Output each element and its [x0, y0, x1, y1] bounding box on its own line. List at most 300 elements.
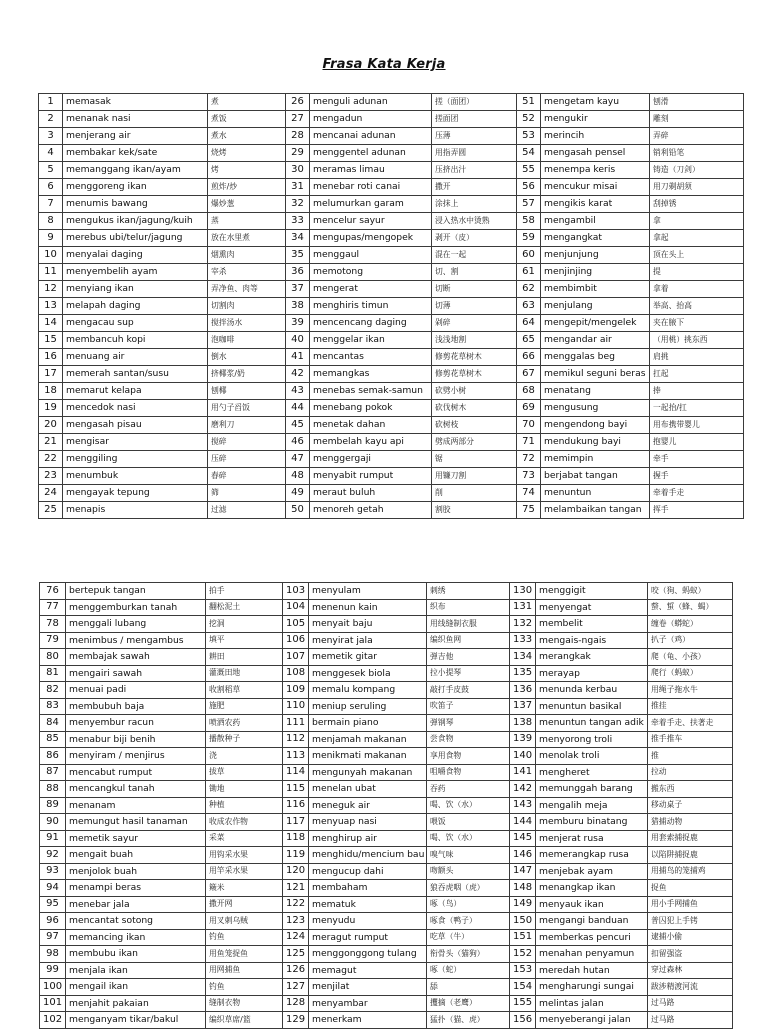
phrase-chinese: 移动桌子 [648, 797, 733, 814]
phrase-chinese: 爬行（蚂蚁） [648, 665, 733, 682]
phrase-chinese: 推手推车 [648, 731, 733, 748]
phrase-chinese: 喂饭 [427, 814, 510, 831]
phrase-chinese: 修剪花草树木 [432, 366, 517, 383]
phrase-chinese: 烧烤 [208, 145, 286, 162]
phrase-malay: menumbuk [63, 468, 208, 485]
phrase-chinese: 提 [650, 264, 744, 281]
phrase-malay: menggiling [63, 451, 208, 468]
phrase-malay: memanggang ikan/ayam [63, 162, 208, 179]
entry-number: 3 [39, 128, 63, 145]
phrase-malay: menuang air [63, 349, 208, 366]
phrase-malay: menanak nasi [63, 111, 208, 128]
entry-number: 32 [286, 196, 310, 213]
phrase-chinese: 钓鱼 [206, 979, 283, 996]
phrase-malay: menuai padi [66, 682, 206, 699]
phrase-malay: menebar jala [66, 896, 206, 913]
entry-number: 90 [40, 814, 66, 831]
entry-number: 122 [283, 896, 309, 913]
entry-number: 91 [40, 830, 66, 847]
phrase-malay: mengukir [541, 111, 650, 128]
entry-number: 89 [40, 797, 66, 814]
table-row [40, 715, 733, 732]
phrase-chinese: 雕刻 [650, 111, 744, 128]
entry-number: 109 [283, 682, 309, 699]
phrase-chinese: （用桃）挑东西 [650, 332, 744, 349]
phrase-malay: menampi beras [66, 880, 206, 897]
entry-number: 99 [40, 962, 66, 979]
entry-number: 35 [286, 247, 310, 264]
phrase-chinese: 挖洞 [206, 616, 283, 633]
table-row [40, 929, 733, 946]
phrase-malay: menjamah makanan [309, 731, 427, 748]
phrase-malay: menjala ikan [66, 962, 206, 979]
entry-number: 39 [286, 315, 310, 332]
phrase-malay: bermain piano [309, 715, 427, 732]
phrase-malay: memikul seguni beras [541, 366, 650, 383]
entry-number: 146 [510, 847, 536, 864]
phrase-chinese: 砍劈小树 [432, 383, 517, 400]
phrase-malay: menghiris timun [310, 298, 432, 315]
entry-number: 87 [40, 764, 66, 781]
phrase-malay: meneguk air [309, 797, 427, 814]
entry-number: 155 [510, 995, 536, 1012]
phrase-malay: mengayak tepung [63, 485, 208, 502]
phrase-malay: mengandar air [541, 332, 650, 349]
phrase-chinese: 浸入热水中烫熟 [432, 213, 517, 230]
entry-number: 5 [39, 162, 63, 179]
phrase-malay: menjerang air [63, 128, 208, 145]
entry-number: 49 [286, 485, 310, 502]
phrase-chinese: 翻松泥土 [206, 599, 283, 616]
phrase-malay: menjunjung [541, 247, 650, 264]
phrase-malay: menyabit rumput [310, 468, 432, 485]
phrase-chinese: 扛起 [650, 366, 744, 383]
phrase-malay: mengangi banduan [536, 913, 648, 930]
entry-number: 156 [510, 1012, 536, 1029]
entry-number: 133 [510, 632, 536, 649]
phrase-malay: memarut kelapa [63, 383, 208, 400]
phrase-malay: membancuh kopi [63, 332, 208, 349]
phrase-malay: mengasah pensel [541, 145, 650, 162]
entry-number: 66 [517, 349, 541, 366]
verb-phrase-table-top [38, 93, 744, 519]
phrase-malay: membimbit [541, 281, 650, 298]
table-row [39, 145, 744, 162]
phrase-chinese: 过马路 [648, 1012, 733, 1029]
entry-number: 77 [40, 599, 66, 616]
phrase-chinese: 施肥 [206, 698, 283, 715]
table-row [40, 764, 733, 781]
phrase-malay: mengetam kayu [541, 94, 650, 111]
phrase-chinese: 涂抹上 [432, 196, 517, 213]
entry-number: 15 [39, 332, 63, 349]
phrase-chinese: 啄（鸟） [427, 896, 510, 913]
entry-number: 118 [283, 830, 309, 847]
phrase-malay: menuntun basikal [536, 698, 648, 715]
entry-number: 46 [286, 434, 310, 451]
entry-number: 144 [510, 814, 536, 831]
phrase-malay: mencelur sayur [310, 213, 432, 230]
phrase-malay: menyauk ikan [536, 896, 648, 913]
phrase-malay: membubuh baja [66, 698, 206, 715]
table-row [39, 111, 744, 128]
phrase-chinese: 拿 [650, 213, 744, 230]
phrase-chinese: 喝、饮（水） [427, 830, 510, 847]
phrase-malay: menghirup air [309, 830, 427, 847]
phrase-malay: menggergaji [310, 451, 432, 468]
phrase-malay: menggonggong tulang [309, 946, 427, 963]
phrase-chinese: 用鱼笼捉鱼 [206, 946, 283, 963]
phrase-chinese: 跋涉精渡河流 [648, 979, 733, 996]
phrase-chinese: 用指弄圆 [432, 145, 517, 162]
phrase-malay: mengharungi sungai [536, 979, 648, 996]
entry-number: 48 [286, 468, 310, 485]
table-row [40, 781, 733, 798]
entry-number: 34 [286, 230, 310, 247]
phrase-chinese: 以陷阱捕捉鹿 [648, 847, 733, 864]
entry-number: 33 [286, 213, 310, 230]
phrase-chinese: 爆炒葱 [208, 196, 286, 213]
entry-number: 37 [286, 281, 310, 298]
phrase-chinese: 逮捕小偷 [648, 929, 733, 946]
entry-number: 47 [286, 451, 310, 468]
phrase-chinese: 削 [432, 485, 517, 502]
phrase-chinese: 搅拌汤水 [208, 315, 286, 332]
phrase-malay: menenun kain [309, 599, 427, 616]
entry-number: 140 [510, 748, 536, 765]
phrase-chinese: 用竿采水果 [206, 863, 283, 880]
phrase-malay: mengambil [541, 213, 650, 230]
entry-number: 134 [510, 649, 536, 666]
phrase-malay: menjahit pakaian [66, 995, 206, 1012]
entry-number: 98 [40, 946, 66, 963]
table-row [40, 979, 733, 996]
phrase-chinese: 弄净鱼、肉等 [208, 281, 286, 298]
entry-number: 148 [510, 880, 536, 897]
phrase-malay: mengairi sawah [66, 665, 206, 682]
phrase-chinese: 用布携带婴儿 [650, 417, 744, 434]
phrase-chinese: 播散种子 [206, 731, 283, 748]
phrase-malay: membubu ikan [66, 946, 206, 963]
phrase-chinese: 握手 [650, 468, 744, 485]
phrase-chinese: 喷洒农药 [206, 715, 283, 732]
phrase-malay: memangkas [310, 366, 432, 383]
phrase-chinese: 钓鱼 [206, 929, 283, 946]
phrase-chinese: 推挂 [648, 698, 733, 715]
phrase-malay: menumis bawang [63, 196, 208, 213]
table-row [40, 731, 733, 748]
entry-number: 12 [39, 281, 63, 298]
entry-number: 103 [283, 583, 309, 600]
entry-number: 101 [40, 995, 66, 1012]
phrase-malay: menyiram / menjirus [66, 748, 206, 765]
phrase-malay: mengail ikan [66, 979, 206, 996]
table-row [40, 913, 733, 930]
table-row [39, 502, 744, 519]
entry-number: 44 [286, 400, 310, 417]
phrase-chinese: 挤椰浆/奶 [208, 366, 286, 383]
phrase-chinese: 弄碎 [650, 128, 744, 145]
table-row [39, 400, 744, 417]
table-row [40, 599, 733, 616]
phrase-chinese: 采菜 [206, 830, 283, 847]
entry-number: 130 [510, 583, 536, 600]
phrase-chinese: 用线缝制衣服 [427, 616, 510, 633]
entry-number: 53 [517, 128, 541, 145]
entry-number: 107 [283, 649, 309, 666]
entry-number: 129 [283, 1012, 309, 1029]
entry-number: 80 [40, 649, 66, 666]
phrase-malay: berjabat tangan [541, 468, 650, 485]
entry-number: 147 [510, 863, 536, 880]
entry-number: 124 [283, 929, 309, 946]
table-row [40, 863, 733, 880]
phrase-chinese: 敲打手皮鼓 [427, 682, 510, 699]
entry-number: 114 [283, 764, 309, 781]
phrase-chinese: 蒸 [208, 213, 286, 230]
entry-number: 83 [40, 698, 66, 715]
phrase-malay: mencukur misai [541, 179, 650, 196]
entry-number: 22 [39, 451, 63, 468]
phrase-malay: menyalai daging [63, 247, 208, 264]
entry-number: 14 [39, 315, 63, 332]
entry-number: 106 [283, 632, 309, 649]
phrase-malay: menyait baju [309, 616, 427, 633]
phrase-malay: mengasah pisau [63, 417, 208, 434]
entry-number: 42 [286, 366, 310, 383]
entry-number: 54 [517, 145, 541, 162]
table-row [39, 247, 744, 264]
table-row [40, 682, 733, 699]
phrase-chinese: 牵着手走、扶著走 [648, 715, 733, 732]
phrase-chinese: 撒开 [432, 179, 517, 196]
table-row [39, 315, 744, 332]
entry-number: 60 [517, 247, 541, 264]
entry-number: 149 [510, 896, 536, 913]
table-row [39, 94, 744, 111]
phrase-malay: merangkak [536, 649, 648, 666]
phrase-chinese: 压薄 [432, 128, 517, 145]
phrase-malay: menyambar [309, 995, 427, 1012]
phrase-chinese: 拿起 [650, 230, 744, 247]
phrase-chinese: 弹钢琴 [427, 715, 510, 732]
phrase-chinese: 扒子（鸡） [648, 632, 733, 649]
entry-number: 9 [39, 230, 63, 247]
phrase-malay: melumurkan garam [310, 196, 432, 213]
phrase-chinese: 耕田 [206, 649, 283, 666]
phrase-chinese: 砍树枝 [432, 417, 517, 434]
phrase-malay: mengupas/mengopek [310, 230, 432, 247]
entry-number: 82 [40, 682, 66, 699]
table-row [40, 616, 733, 633]
phrase-chinese: 切薄 [432, 298, 517, 315]
table-row [39, 213, 744, 230]
phrase-malay: menyudu [309, 913, 427, 930]
phrase-malay: membakar kek/sate [63, 145, 208, 162]
phrase-malay: merebus ubi/telur/jagung [63, 230, 208, 247]
table-row [39, 349, 744, 366]
phrase-malay: menjinjing [541, 264, 650, 281]
table-row [40, 995, 733, 1012]
table-row [40, 962, 733, 979]
entry-number: 81 [40, 665, 66, 682]
phrase-malay: menatang [541, 383, 650, 400]
phrase-malay: mengait buah [66, 847, 206, 864]
entry-number: 136 [510, 682, 536, 699]
phrase-chinese: 喝、饮（水） [427, 797, 510, 814]
entry-number: 73 [517, 468, 541, 485]
phrase-malay: menjulang [541, 298, 650, 315]
entry-number: 38 [286, 298, 310, 315]
phrase-chinese: 穿过森林 [648, 962, 733, 979]
entry-number: 36 [286, 264, 310, 281]
phrase-malay: meraut buluh [310, 485, 432, 502]
entry-number: 93 [40, 863, 66, 880]
entry-number: 127 [283, 979, 309, 996]
phrase-chinese: 顶在头上 [650, 247, 744, 264]
phrase-chinese: 举高、抬高 [650, 298, 744, 315]
phrase-malay: melintas jalan [536, 995, 648, 1012]
phrase-chinese: 剥开（皮） [432, 230, 517, 247]
phrase-malay: menjolok buah [66, 863, 206, 880]
phrase-malay: menebar roti canai [310, 179, 432, 196]
table-row [40, 896, 733, 913]
phrase-malay: meredah hutan [536, 962, 648, 979]
phrase-malay: mengais-ngais [536, 632, 648, 649]
entry-number: 84 [40, 715, 66, 732]
table-row [39, 468, 744, 485]
entry-number: 153 [510, 962, 536, 979]
phrase-chinese: 收割稻草 [206, 682, 283, 699]
entry-number: 120 [283, 863, 309, 880]
entry-number: 17 [39, 366, 63, 383]
table-row [40, 583, 733, 600]
table-row [39, 264, 744, 281]
entry-number: 20 [39, 417, 63, 434]
phrase-malay: memasak [63, 94, 208, 111]
phrase-chinese: 切割肉 [208, 298, 286, 315]
entry-number: 23 [39, 468, 63, 485]
phrase-malay: mencabut rumput [66, 764, 206, 781]
phrase-malay: memungut hasil tanaman [66, 814, 206, 831]
phrase-malay: membelit [536, 616, 648, 633]
phrase-malay: mengepit/mengelek [541, 315, 650, 332]
entry-number: 72 [517, 451, 541, 468]
phrase-chinese: 过滤 [208, 502, 286, 519]
entry-number: 65 [517, 332, 541, 349]
phrase-malay: menuntun tangan adik [536, 715, 648, 732]
phrase-chinese: 用小手网捕鱼 [648, 896, 733, 913]
entry-number: 71 [517, 434, 541, 451]
table-row [40, 946, 733, 963]
entry-number: 95 [40, 896, 66, 913]
table-row [40, 814, 733, 831]
entry-number: 151 [510, 929, 536, 946]
entry-number: 150 [510, 913, 536, 930]
phrase-malay: menggigit [536, 583, 648, 600]
entry-number: 97 [40, 929, 66, 946]
entry-number: 11 [39, 264, 63, 281]
phrase-malay: menuntun [541, 485, 650, 502]
phrase-chinese: 用叉刺乌贼 [206, 913, 283, 930]
phrase-chinese: 捉鱼 [648, 880, 733, 897]
table-row [39, 434, 744, 451]
entry-number: 58 [517, 213, 541, 230]
entry-number: 135 [510, 665, 536, 682]
phrase-malay: memotong [310, 264, 432, 281]
phrase-chinese: 衔骨头（猫狗） [427, 946, 510, 963]
table-row [39, 451, 744, 468]
entry-number: 30 [286, 162, 310, 179]
phrase-chinese: 缠卷（蟒蛇） [648, 616, 733, 633]
phrase-malay: meniup seruling [309, 698, 427, 715]
phrase-chinese: 簸米 [206, 880, 283, 897]
table-row [40, 797, 733, 814]
phrase-malay: menebas semak-samun [310, 383, 432, 400]
phrase-chinese: 修剪花草树木 [432, 349, 517, 366]
entry-number: 56 [517, 179, 541, 196]
entry-number: 64 [517, 315, 541, 332]
phrase-chinese: 放在水里煮 [208, 230, 286, 247]
table-row [39, 417, 744, 434]
phrase-malay: meramas limau [310, 162, 432, 179]
phrase-chinese: 弹吉他 [427, 649, 510, 666]
phrase-malay: mengheret [536, 764, 648, 781]
phrase-malay: menggentel adunan [310, 145, 432, 162]
phrase-chinese: 爬（龟、小孩） [648, 649, 733, 666]
entry-number: 125 [283, 946, 309, 963]
phrase-malay: mengunyah makanan [309, 764, 427, 781]
entry-number: 137 [510, 698, 536, 715]
phrase-malay: menerkam [309, 1012, 427, 1029]
phrase-chinese: 用刀剃胡须 [650, 179, 744, 196]
phrase-chinese: 普囚犯上手铐 [648, 913, 733, 930]
entry-number: 50 [286, 502, 310, 519]
entry-number: 104 [283, 599, 309, 616]
phrase-malay: menahan penyamun [536, 946, 648, 963]
phrase-chinese: 用捕鸟的笼捕鸡 [648, 863, 733, 880]
phrase-malay: menyirat jala [309, 632, 427, 649]
phrase-malay: menempa keris [541, 162, 650, 179]
entry-number: 29 [286, 145, 310, 162]
phrase-chinese: 缝制衣物 [206, 995, 283, 1012]
table-row [40, 1012, 733, 1029]
entry-number: 105 [283, 616, 309, 633]
phrase-malay: merayap [536, 665, 648, 682]
phrase-chinese: 抱婴儿 [650, 434, 744, 451]
entry-number: 138 [510, 715, 536, 732]
phrase-malay: menggoreng ikan [63, 179, 208, 196]
phrase-malay: mengalih meja [536, 797, 648, 814]
table-row [39, 128, 744, 145]
table-row [39, 179, 744, 196]
table-row [40, 847, 733, 864]
phrase-malay: memburu binatang [536, 814, 648, 831]
entry-number: 24 [39, 485, 63, 502]
phrase-malay: menggelar ikan [310, 332, 432, 349]
entry-number: 96 [40, 913, 66, 930]
entry-number: 139 [510, 731, 536, 748]
phrase-chinese: 磨利刀 [208, 417, 286, 434]
entry-number: 88 [40, 781, 66, 798]
phrase-chinese: 捧 [650, 383, 744, 400]
phrase-chinese: 压碎 [208, 451, 286, 468]
phrase-chinese: 搓（面团） [432, 94, 517, 111]
phrase-malay: menjilat [309, 979, 427, 996]
phrase-chinese: 劈成两部分 [432, 434, 517, 451]
entry-number: 100 [40, 979, 66, 996]
phrase-malay: mengadun [310, 111, 432, 128]
